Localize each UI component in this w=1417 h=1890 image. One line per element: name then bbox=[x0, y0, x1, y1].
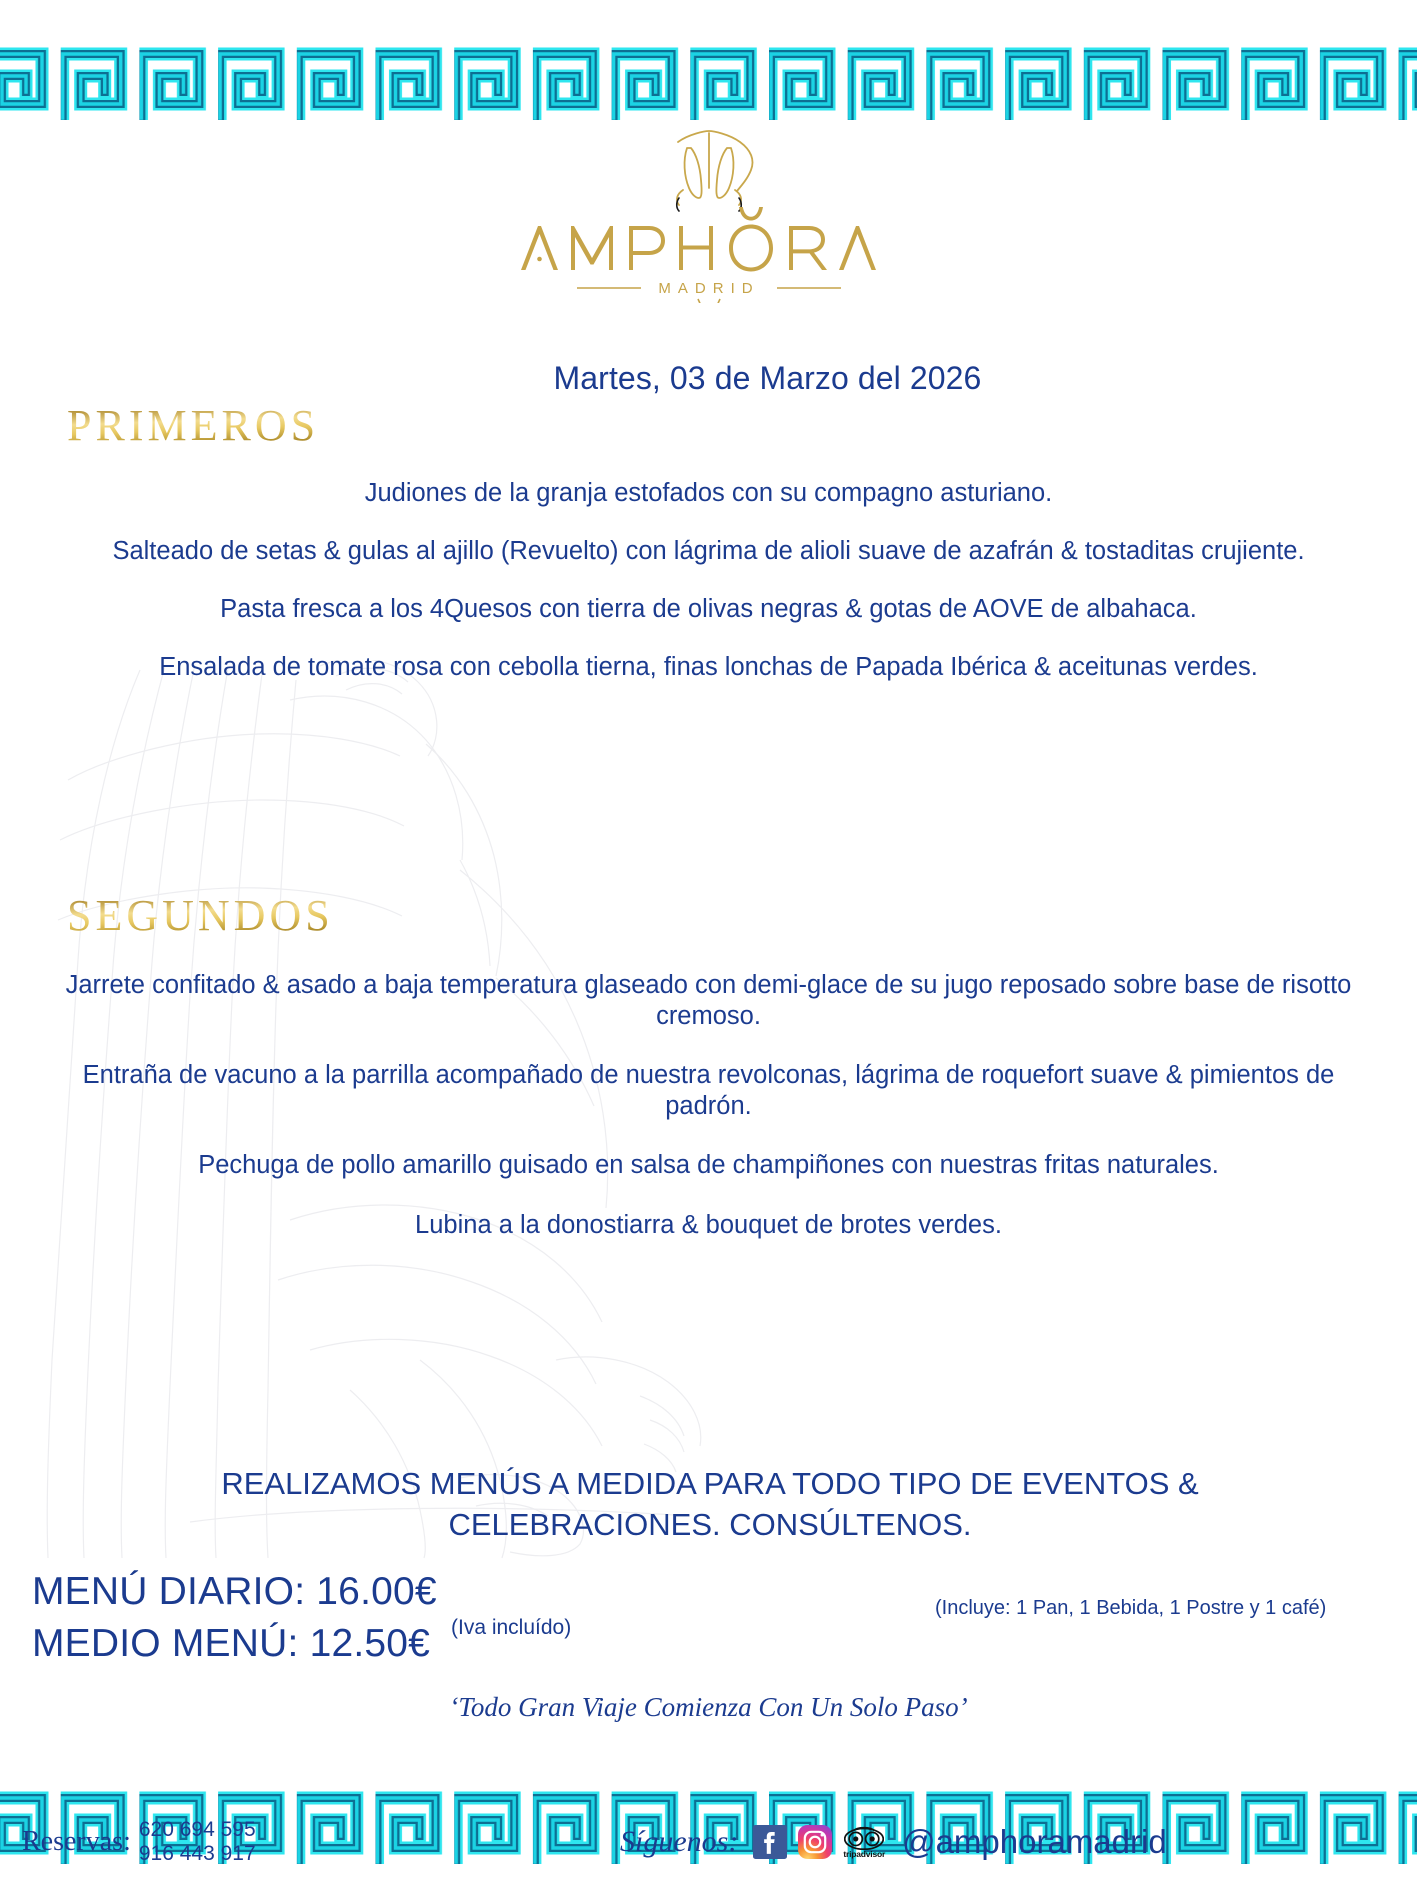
reservations-block bbox=[22, 1818, 256, 1865]
menu-item: Entraña de vacuno a la parrilla acompañado de nuestra revolconas, lágrima de roquefort suave & pimientos de padrón. bbox=[82, 1061, 1335, 1121]
social-handle[interactable]: @amphoramadrid bbox=[902, 1823, 1167, 1860]
price-half-menu: MEDIO MENÚ: 12.50€ bbox=[32, 1622, 431, 1665]
promo-line-1: REALIZAMOS MENÚS A MEDIDA PARA TODO TIPO DE EVENTOS & bbox=[221, 1466, 1199, 1501]
menu-item: Lubina a la donostiarra & bouquet de brotes verdes. bbox=[415, 1210, 1002, 1239]
promo-line-2: CELEBRACIONES. CONSÚLTENOS. bbox=[448, 1506, 972, 1542]
brand-logo bbox=[0, 128, 1417, 303]
course-list-segundos bbox=[28, 970, 1389, 1269]
tripadvisor-icon[interactable] bbox=[843, 1825, 885, 1859]
instagram-icon[interactable] bbox=[798, 1825, 832, 1859]
menu-item: Salteado de setas & gulas al ajillo (Revuelto) con lágrima de alioli suave de azafrán & tostaditas crujiente. bbox=[112, 537, 1305, 566]
phone-number-2[interactable]: 916 443 917 bbox=[138, 1841, 256, 1865]
follow-label: Síguenos: bbox=[620, 1825, 739, 1858]
section-heading-segundos: SEGUNDOS bbox=[67, 891, 334, 940]
phone-number-1[interactable]: 620 694 595 bbox=[138, 1818, 256, 1841]
menu-item: Jarrete confitado & asado a baja temperatura glaseado con demi-glace de su jugo reposado sobre base de risotto cremoso. bbox=[65, 971, 1352, 1031]
section-heading-primeros: PRIMEROS bbox=[67, 401, 320, 450]
includes-note: (Incluye: 1 Pan, 1 Bebida, 1 Postre y 1 café) bbox=[935, 1597, 1327, 1619]
svg-text:MADRID: MADRID bbox=[657, 280, 760, 297]
tagline: ‘Todo Gran Viaje Comienza Con Un Solo Paso’ bbox=[449, 1692, 968, 1722]
course-list-primeros bbox=[28, 478, 1389, 710]
facebook-icon[interactable] bbox=[753, 1825, 787, 1859]
menu-item: Pechuga de pollo amarillo guisado en salsa de champiñones con nuestras fritas naturales. bbox=[198, 1151, 1219, 1180]
events-promo bbox=[100, 1464, 1320, 1546]
reservations-phones bbox=[139, 1818, 256, 1865]
greek-key-border-top bbox=[0, 42, 1417, 120]
tripadvisor-wordmark: tripadvisor bbox=[843, 1849, 886, 1859]
menu-item: Ensalada de tomate rosa con cebolla tierna, finas lonchas de Papada Ibérica & aceitunas verdes. bbox=[159, 653, 1258, 682]
menu-date: Martes, 03 de Marzo del 2026 bbox=[553, 360, 982, 396]
menu-item: Pasta fresca a los 4Quesos con tierra de olivas negras & gotas de AOVE de albahaca. bbox=[220, 595, 1197, 624]
menu-item: Judiones de la granja estofados con su compagno asturiano. bbox=[364, 479, 1053, 507]
social-block bbox=[620, 1823, 1167, 1861]
reservations-label: Reservas: bbox=[22, 1825, 131, 1857]
vat-note: (Iva incluído) bbox=[451, 1616, 572, 1639]
price-daily-menu: MENÚ DIARIO: 16.00€ bbox=[32, 1570, 437, 1613]
amphora-vessel-icon bbox=[499, 128, 919, 303]
